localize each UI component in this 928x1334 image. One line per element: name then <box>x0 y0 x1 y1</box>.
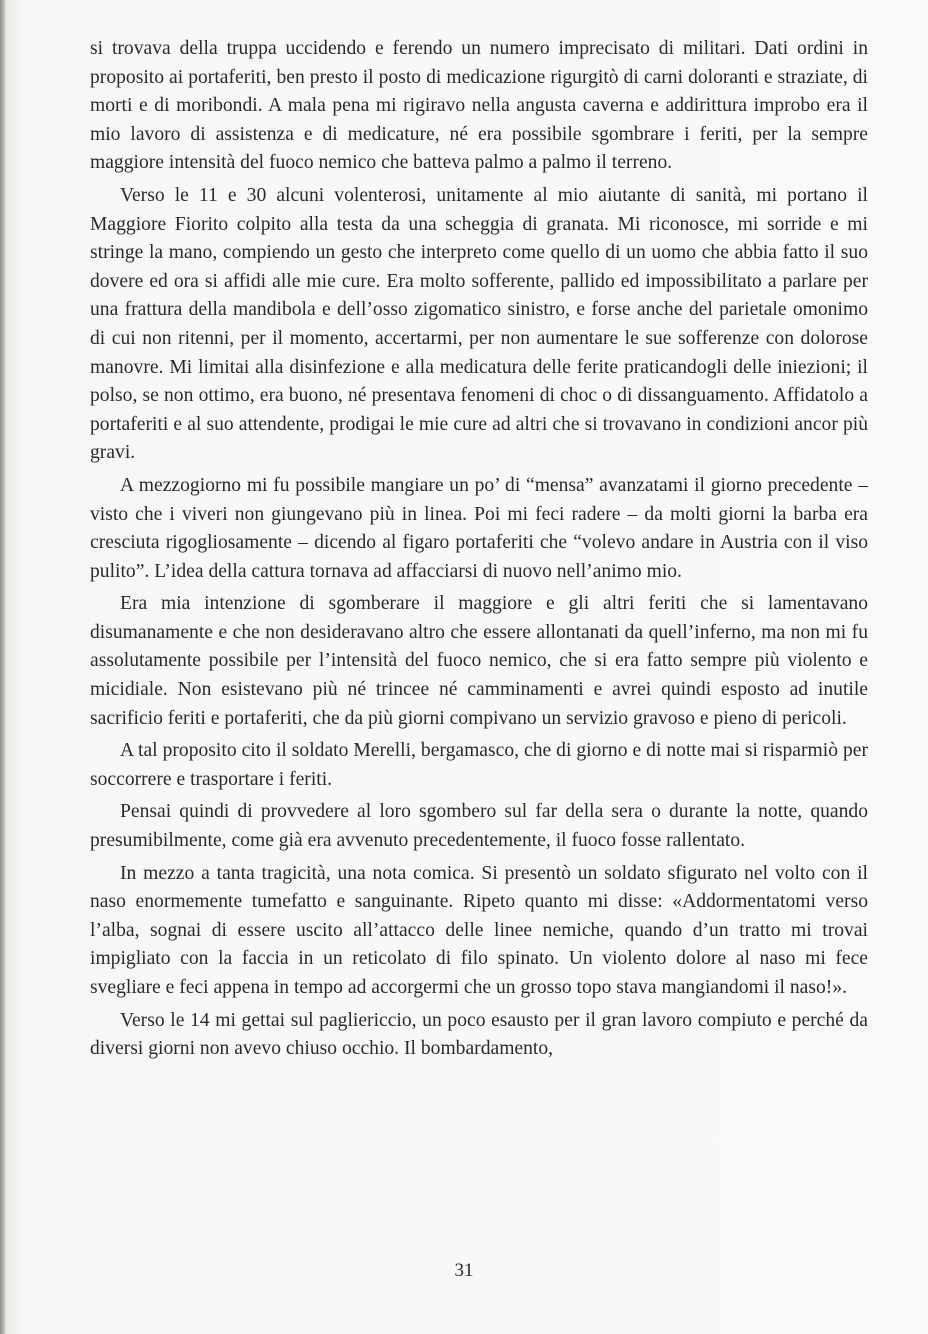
body-text <box>90 35 868 1068</box>
paragraph-3: A mezzogiorno mi fu possibile mangiare un po’ di “mensa” avanzatami il giorno precedente – visto che i viveri non giungevano più in linea. Poi mi feci radere – da molti giorni la barba era cresciuta rigogliosamente – dicendo al figaro portaferiti che “volevo andare in Austria con il viso pulito”. L’idea della cattura tornava ad affacciarsi di nuovo nell’animo mio. <box>90 474 868 582</box>
paragraph-2: Verso le 11 e 30 alcuni volenterosi, unitamente al mio aiutante di sanità, mi portano il Maggiore Fiorito colpito alla testa da una scheggia di granata. Mi riconosce, mi sorride e mi stringe la mano, compiendo un gesto che interpreto come quello di un uomo che abbia fatto il suo dovere ed ora si affidi alle mie cure. Era molto sofferente, pallido ed impossibilitato a parlare per una frattura della mandibola e dell’osso zigomatico sinistro, e forse anche del parietale omonimo di cui non ritenni, per il momento, accertarmi, per non aumentare le sue sofferenze con dolorose manovre. Mi limitai alla disinfezione e alla medicatura delle ferite praticandogli delle iniezioni; il polso, se non ottimo, era buono, né presentava fenomeni di choc o di dissanguamento. Affidatolo a portaferiti e al suo attendente, prodigai le mie cure ad altri che si trovavano in condizioni ancor più gravi. <box>90 184 868 464</box>
paragraph-5: A tal proposito cito il soldato Merelli, bergamasco, che di giorno e di notte mai si risparmiò per soccorrere e trasportare i feriti. <box>90 740 868 790</box>
paragraph-7: In mezzo a tanta tragicità, una nota comica. Si presentò un soldato sfigurato nel volto con il naso enormemente tumefatto e sanguinante. Ripeto quanto mi disse: «Addormentatomi verso l’alba, sognai di essere uscito all’attacco delle linee nemiche, quando d’un tratto mi trovai impigliato con la faccia in un reticolato di filo spinato. Un violento dolore al naso mi fece svegliare e feci appena in tempo ad accorgermi che un grosso topo stava mangiandomi il naso!». <box>90 862 868 998</box>
paragraph-8: Verso le 14 mi gettai sul pagliericcio, un poco esausto per il gran lavoro compiuto e perché da diversi giorni non avevo chiuso occhio. Il bombardamento, <box>90 1009 868 1060</box>
paragraph-4: Era mia intenzione di sgomberare il maggiore e gli altri feriti che si lamentavano disumanamente e che non desideravano altro che essere allontanati da quell’inferno, ma non mi fu assolutamente possibile per l’intensità del fuoco nemico, che si era fatto sempre più violento e micidiale. Non esistevano più né trincee né camminamenti e avrei quindi esposto ad inutile sacrificio feriti e portaferiti, che da più giorni compivano un servizio gravoso e pieno di pericoli. <box>90 593 868 729</box>
paragraph-6: Pensai quindi di provvedere al loro sgombero sul far della sera o durante la notte, quando presumibilmente, come già era avvenuto precedentemente, il fuoco fosse rallentato. <box>90 801 868 852</box>
page-number: 31 <box>454 1260 474 1281</box>
paragraph-1: si trovava della truppa uccidendo e ferendo un numero imprecisato di militari. Dati ordini in proposito ai portaferiti, ben presto il posto di medicazione rigurgitò di carni doloranti e straziate, di morti e di moribondi. A mala pena mi rigiravo nella angusta caverna e addirittura improbo era il mio lavoro di assistenza e di medicature, né era possibile sgombrare i feriti, per la sempre maggiore intensità del fuoco nemico che batteva palmo a palmo il terreno. <box>90 38 868 174</box>
page-gutter-shadow <box>0 0 5 1334</box>
